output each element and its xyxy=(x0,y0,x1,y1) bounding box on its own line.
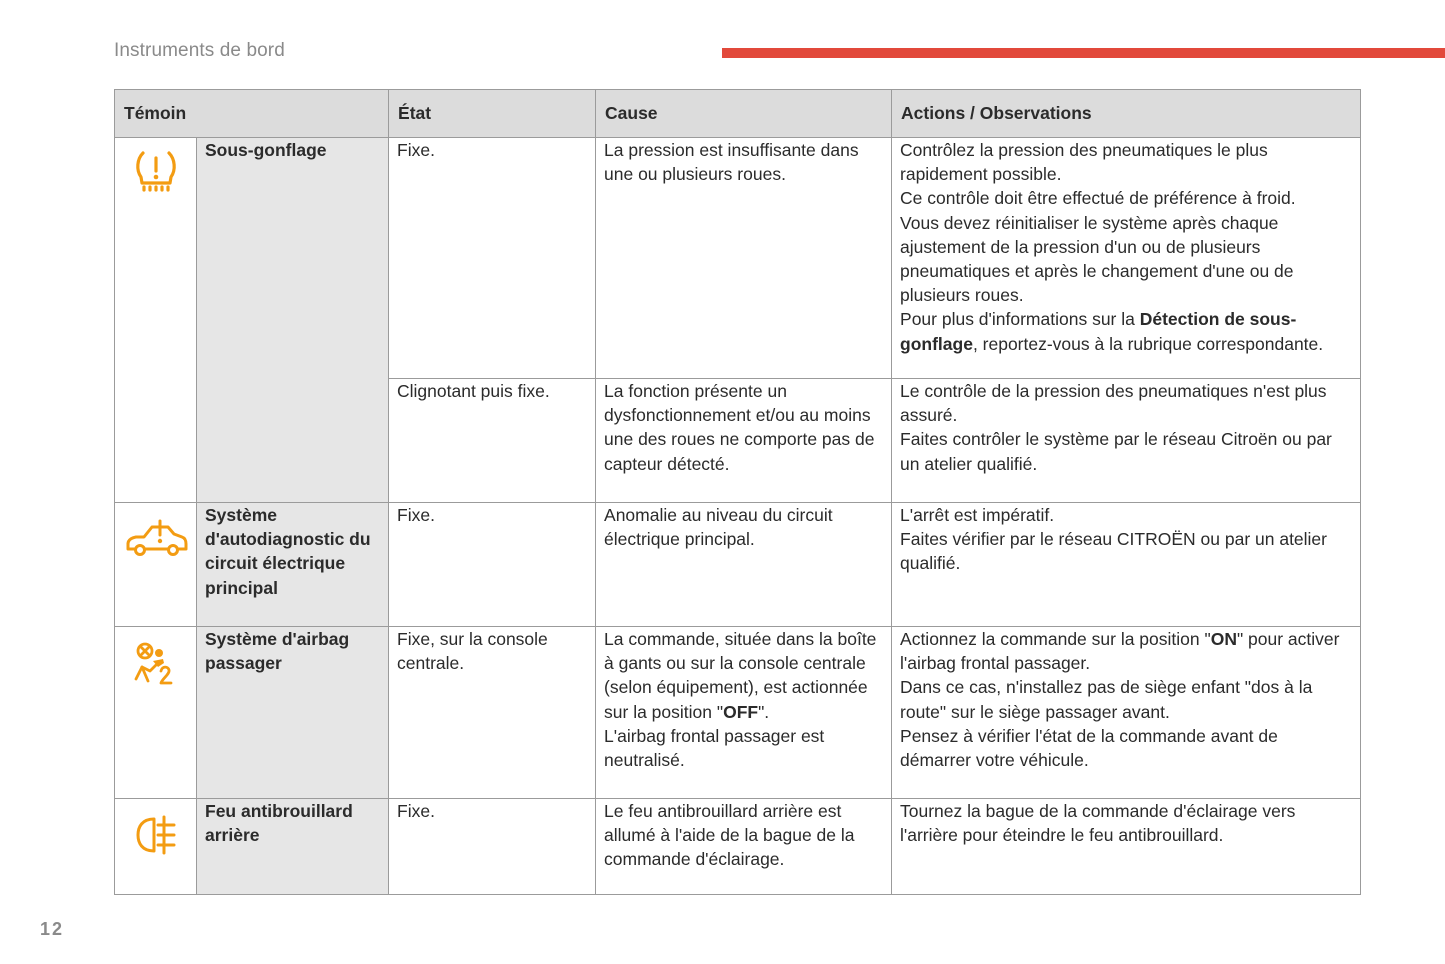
icon-cell xyxy=(115,138,197,503)
cause-text: L'airbag frontal passager est neutralisé. xyxy=(604,725,825,771)
warning-name: Système d'autodiagnostic du circuit électrique principal xyxy=(197,503,389,627)
etat-cell: Fixe. xyxy=(389,138,596,379)
section-title: Instruments de bord xyxy=(114,40,285,61)
cause-cell: Anomalie au niveau du circuit électrique principal. xyxy=(596,503,892,627)
actions-cell xyxy=(892,799,1361,895)
action-text: Pensez à vérifier l'état de la commande avant de démarrer votre véhicule. xyxy=(900,725,1278,771)
action-text: Faites contrôler le système par le réseau Citroën ou par un atelier qualifié. xyxy=(900,429,1332,474)
header-actions: Actions / Observations xyxy=(892,90,1361,138)
cause-text: La commande, située dans la boîte à gants ou sur la console centrale (selon équipement), est actionnée sur la position "OFF". xyxy=(604,629,877,722)
etat-cell: Fixe. xyxy=(389,799,596,895)
table-row xyxy=(115,503,1361,627)
etat-cell: Fixe, sur la console centrale. xyxy=(389,627,596,799)
cause-cell: La fonction présente un dysfonctionnement et/ou au moins une des roues ne comporte pas de capteur détecté. xyxy=(596,379,892,503)
car-electrical-fault-icon xyxy=(124,517,188,565)
action-text: Ce contrôle doit être effectué de préférence à froid. xyxy=(900,188,1296,209)
action-text: L'arrêt est impératif. xyxy=(900,505,1055,525)
page-number: 12 xyxy=(40,919,65,939)
warning-lights-table xyxy=(114,89,1361,895)
table-row xyxy=(115,799,1361,895)
passenger-airbag-off-icon xyxy=(128,641,184,689)
icon-cell xyxy=(115,799,197,895)
actions-cell xyxy=(892,627,1361,799)
action-text: Tournez la bague de la commande d'éclairage vers l'arrière pour éteindre le feu antibrouillard. xyxy=(900,801,1296,846)
tire-pressure-warning-icon xyxy=(132,146,180,194)
action-text: Actionnez la commande sur la position "ON" pour activer l'airbag frontal passager. xyxy=(900,629,1340,674)
icon-cell xyxy=(115,503,197,627)
action-text: Le contrôle de la pression des pneumatiques n'est plus assuré. xyxy=(900,381,1327,426)
actions-cell xyxy=(892,379,1361,503)
action-text: Faites vérifier par le réseau CITROËN ou par un atelier qualifié. xyxy=(900,529,1327,574)
header-cause: Cause xyxy=(596,90,892,138)
warning-name: Système d'airbag passager xyxy=(197,627,389,799)
header-etat: État xyxy=(389,90,596,138)
icon-cell xyxy=(115,627,197,799)
table-row xyxy=(115,138,1361,379)
etat-cell: Clignotant puis fixe. xyxy=(389,379,596,503)
table-row xyxy=(115,627,1361,799)
action-text: Pour plus d'informations sur la Détection de sous-gonflage, reportez-vous à la rubrique correspondante. xyxy=(900,309,1324,354)
cause-cell xyxy=(596,627,892,799)
header-temoin: Témoin xyxy=(115,90,389,138)
etat-cell: Fixe. xyxy=(389,503,596,627)
rear-fog-light-icon xyxy=(132,811,180,859)
warning-name: Feu antibrouillard arrière xyxy=(197,799,389,895)
actions-cell xyxy=(892,138,1361,379)
actions-cell xyxy=(892,503,1361,627)
cause-cell: Le feu antibrouillard arrière est allumé à l'aide de la bague de la commande d'éclairage. xyxy=(596,799,892,895)
table-header-row xyxy=(115,90,1361,138)
warning-name: Sous-gonflage xyxy=(197,138,389,503)
action-text: Vous devez réinitialiser le système après chaque ajustement de la pression d'un ou de plusieurs pneumatiques et après le changement d'une ou de plusieurs roues. xyxy=(900,212,1294,306)
header-accent-bar xyxy=(722,48,1445,58)
action-text: Dans ce cas, n'installez pas de siège enfant "dos à la route" sur le siège passager avant. xyxy=(900,677,1313,722)
cause-cell: La pression est insuffisante dans une ou plusieurs roues. xyxy=(596,138,892,379)
action-text: Contrôlez la pression des pneumatiques le plus rapidement possible. xyxy=(900,140,1268,185)
